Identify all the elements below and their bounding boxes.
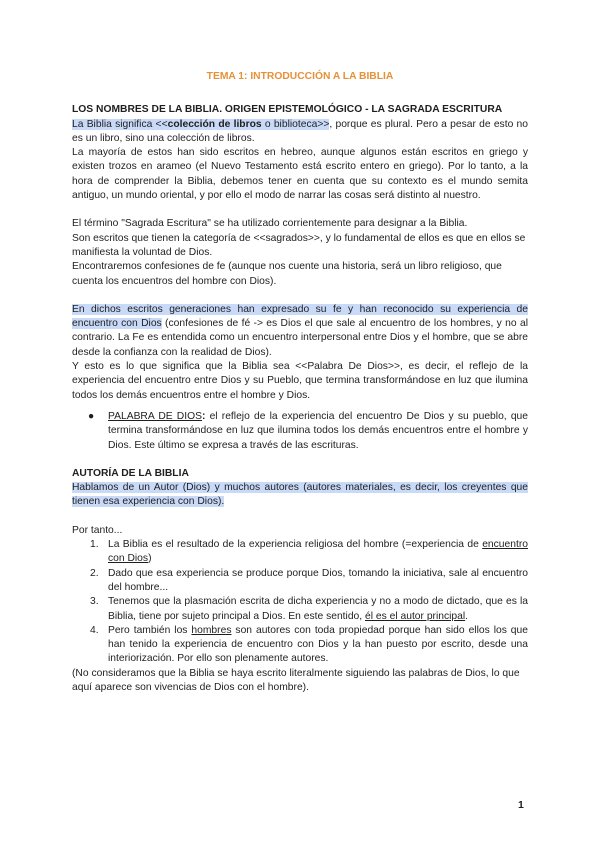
page-number: 1	[518, 799, 524, 811]
paragraph-generaciones: En dichos escritos generaciones han expresado su fe y han reconocido su experiencia de encuentro con Dios (confesiones de fé -> es Dios el que sale al encuentro de los hombres, y no al contrario. La Fe es entendida como un encuentro interpersonal entre Dios y el hombre, que se abre desde la confianza con la realidad de Dios).	[72, 303, 528, 358]
underlined-hombres: hombres	[191, 624, 232, 636]
paragraph-por-tanto: Por tanto...	[72, 524, 123, 536]
underlined-encuentro-con-dios: encuentro con Dios	[108, 539, 528, 565]
spacer	[72, 453, 528, 467]
term-palabra-de-dios: PALABRA DE DIOS	[108, 410, 202, 422]
page-title: TEMA 1: INTRODUCCIÓN A LA BIBLIA	[206, 71, 394, 82]
section-heading-autoria: AUTORÍA DE LA BIBLIA	[72, 467, 189, 479]
paragraph-idiomas: La mayoría de estos han sido escritos en hebreo, aunque algunos están escritos en griego y existen trozos en arameo (el Nuevo Testamento está escrito entero en griego). Por lo tanto, a la hora de comprender la Biblia, debemos tener en cuenta que su contexto es el mundo semita antiguo, un mundo oriental, y por ello el modo de narrar las cosas será distinto al nuestro.	[72, 147, 528, 202]
page-content	[72, 70, 528, 695]
spacer	[72, 203, 528, 217]
paragraph-sagrados: Son escritos que tienen la categoría de <<sagrados>>, y lo fundamental de ellos es que en ellos se manifiesta la voluntad de Dios.	[72, 232, 526, 258]
bullet-list	[72, 410, 528, 453]
highlight-significado: La Biblia significa <<colección de libros o biblioteca>>	[72, 118, 330, 130]
underlined-autor-principal: él es el autor principal	[365, 610, 466, 622]
spacer	[72, 510, 528, 524]
list-item: 4. Pero también los hombres son autores con toda propiedad porque han sido ellos los que han tenido la experiencia de encuentro con Dios y la han puesto por escrito, desde una interiorización. Por ello son plenamente autores.	[90, 624, 528, 665]
paragraph-closing-note: (No consideramos que la Biblia se haya escrito literalmente siguiendo las palabras de Dios, lo que aquí aparece son vivencias de Dios con el hombre).	[72, 667, 520, 693]
section-heading-nombres: LOS NOMBRES DE LA BIBLIA. ORIGEN EPISTEMOLÓGICO - LA SAGRADA ESCRITURA	[72, 104, 503, 116]
bullet-dot-icon: ●	[88, 410, 95, 422]
highlight-generaciones: En dichos escritos generaciones han expresado su fe y han reconocido su experiencia de encuentro con Dios	[72, 303, 528, 330]
highlight-autores: Hablamos de un Autor (Dios) y muchos autores (autores materiales, es decir, los creyentes que tienen esa experiencia con Dios).	[72, 482, 528, 508]
paragraph-sagrada-escritura: El término "Sagrada Escritura" se ha utilizado corrientemente para designar a la Biblia.	[72, 218, 468, 230]
paragraph-significado: La Biblia significa <<colección de libros o biblioteca>>, porque es plural. Pero a pesar de esto no es un libro, sino una colección de libros.	[72, 118, 528, 144]
numbered-list	[72, 538, 528, 667]
paragraph-autores	[72, 481, 528, 510]
paragraph-confesiones: Encontraremos confesiones de fe (aunque nos cuente una historia, será un libro religioso, que cuenta los encuentros del hombre con Dios).	[72, 261, 502, 287]
paragraph-palabra-de-dios: Y esto es lo que significa que la Biblia sea <<Palabra De Dios>>, es decir, el reflejo de la experiencia del encuentro entre Dios y su Pueblo, que termina transformándose en luz que ilumina todos los demás encuentros entre el hombre y Dios.	[72, 361, 528, 401]
list-item: 2. Dado que esa experiencia se produce porque Dios, tomando la iniciativa, sale al encuentro del hombre...	[90, 567, 528, 593]
list-item: 1. La Biblia es el resultado de la experiencia religiosa del hombre (=experiencia de encuentro con Dios)	[90, 539, 528, 565]
list-item: 3. Tenemos que la plasmación escrita de dicha experiencia y no a modo de dictado, que es la Biblia, tiene por sujeto principal a Dios. En este sentido, él es el autor principal.	[90, 596, 528, 622]
list-item: ● PALABRA DE DIOS: el reflejo de la experiencia del encuentro De Dios y su pueblo, que termina transformándose en luz que ilumina todos los demás encuentros entre el hombre y Dios. Este último se expresa a través de las escrituras.	[88, 410, 528, 451]
bold-coleccion-libros: colección de libros	[167, 118, 262, 130]
spacer	[72, 289, 528, 303]
